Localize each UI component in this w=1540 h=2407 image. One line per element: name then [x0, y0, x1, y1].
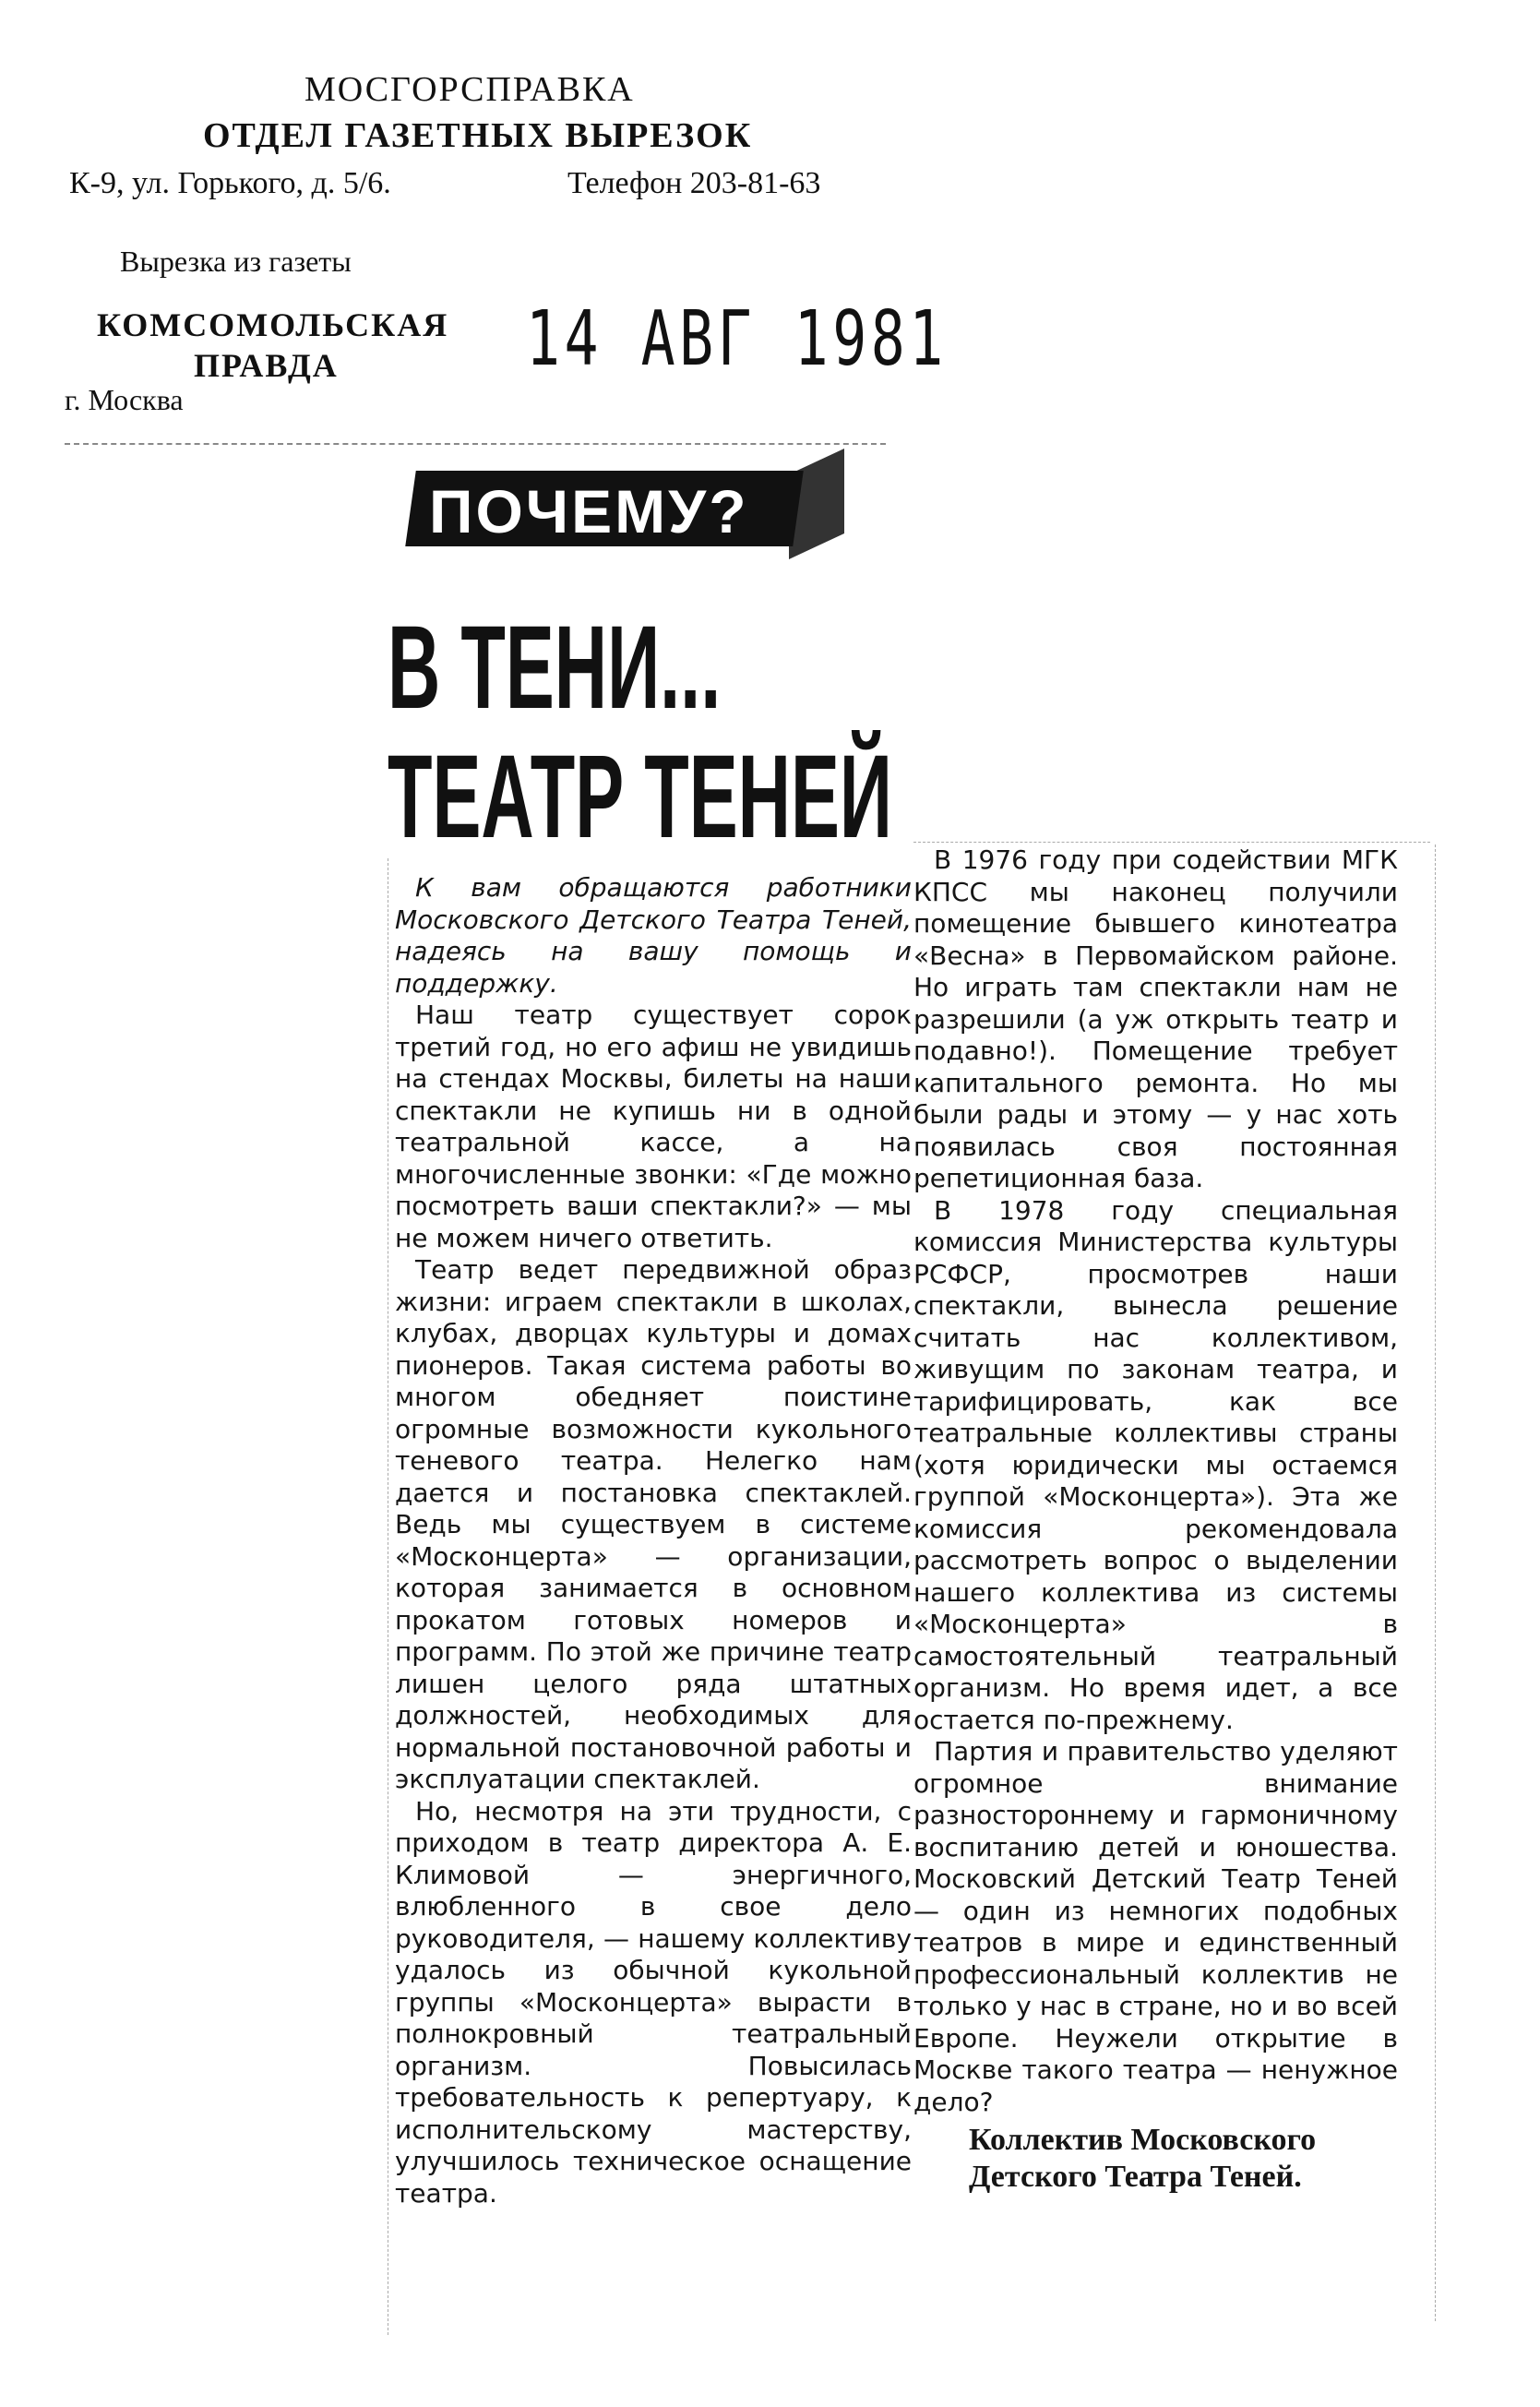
- agency-name: МОСГОРСПРАВКА: [304, 70, 635, 109]
- cut-line: [65, 443, 886, 445]
- agency-phone: Телефон 203-81-63: [567, 166, 821, 200]
- headline-line1: В ТЕНИ...: [388, 602, 722, 734]
- clip-label: Вырезка из газеты: [120, 245, 352, 278]
- article-column-right: [913, 844, 1398, 2196]
- article-paragraph: Партия и правительство уделяют огромное внимание разностороннему и гармоничному воспитанию детей и юношества. Московский Детский Театр Теней — один из немногих подобных театров в мире и единственный профессиональный коллектив не только у нас в стране, но и во всей Европе. Неужели открытие в Москве такого театра — ненужное дело?: [913, 1736, 1398, 2117]
- city: г. Москва: [65, 383, 184, 416]
- newspaper-name-line2: ПРАВДА: [194, 347, 339, 384]
- article-paragraph: Но, несмотря на эти трудности, с приходом в театр директора А. Е. Климовой — энергичного, влюбленного в свое дело руководителя, — нашему коллективу удалось из обычной кукольной группы «Москонцерта» вырасти в полнокровный театральный организм. Повысилась требовательность к репертуару, к исполнительскому мастерству, улучшилось техническое оснащение театра.: [395, 1795, 912, 2209]
- agency-address: К-9, ул. Горького, д. 5/6.: [69, 166, 391, 200]
- clip-date: 14 АВГ 1981: [526, 295, 948, 383]
- article-column-left: [395, 872, 912, 2209]
- newspaper-name-line1: КОМСОМОЛЬСКАЯ: [97, 306, 449, 343]
- article-paragraph: В 1978 году специальная комиссия Министерства культуры РСФСР, просмотрев наши спектакли, вынесла решение считать нас коллективом, живущим по законам театра, и тарифицировать, как все театральные коллективы страны (хотя юридически мы остаемся группой «Москонцерта»). Эта же комиссия рекомендовала рассмотреть вопрос о выделении нашего коллектива из системы «Москонцерта» в самостоятельный театральный организм. Но время идет, а все остается по-прежнему.: [913, 1194, 1398, 1735]
- column-edge-right: [1435, 844, 1436, 2321]
- column-edge-top: [913, 842, 1430, 843]
- article-paragraph: Наш театр существует сорок третий год, но его афиш не увидишь на стендах Москвы, билеты на наши спектакли не купишь ни в одной театральной кассе, а на многочисленные звонки: «Где можно посмотреть ваши спектакли?» — мы не можем ничего ответить.: [395, 1000, 912, 1253]
- newspaper-name: [97, 305, 448, 386]
- article-paragraph: В 1976 году при содействии МГК КПСС мы наконец получили помещение бывшего кинотеатра «Весна» в Первомайском районе. Но играть там спектакли нам не разрешили (а уж открыть театр и подавно!). Помещение требует капитального ремонта. Но мы были рады и этому — у нас хоть появилась своя постоянная репетиционная база.: [913, 844, 1398, 1193]
- rubric-banner: [411, 471, 807, 572]
- signature-line2: Детского Театра Теней.: [969, 2160, 1302, 2194]
- article-signature: [913, 2122, 1398, 2196]
- article-lead: К вам обращаются работники Московского Детского Театра Теней, надеясь на вашу помощь и поддержку.: [395, 872, 912, 999]
- article-paragraph: Театр ведет передвижной образ жизни: играем спектакли в школах, клубах, дворцах культуры и домах пионеров. Такая система работы во многом обедняет поистине огромные возможности кукольного теневого театра. Нелегко нам дается и постановка спектаклей. Ведь мы существуем в системе «Москонцерта» — организации, которая занимается в основном прокатом готовых номеров и программ. По этой же причине театр лишен целого ряда штатных должностей, необходимых для нормальной постановочной работы и эксплуатации спектаклей.: [395, 1254, 912, 1794]
- department-name: ОТДЕЛ ГАЗЕТНЫХ ВЫРЕЗОК: [203, 116, 753, 155]
- rubric-text: ПОЧЕМУ?: [429, 477, 749, 545]
- headline-line2: ТЕАТР ТЕНЕЙ: [388, 731, 892, 863]
- signature-line1: Коллектив Московского: [969, 2123, 1317, 2157]
